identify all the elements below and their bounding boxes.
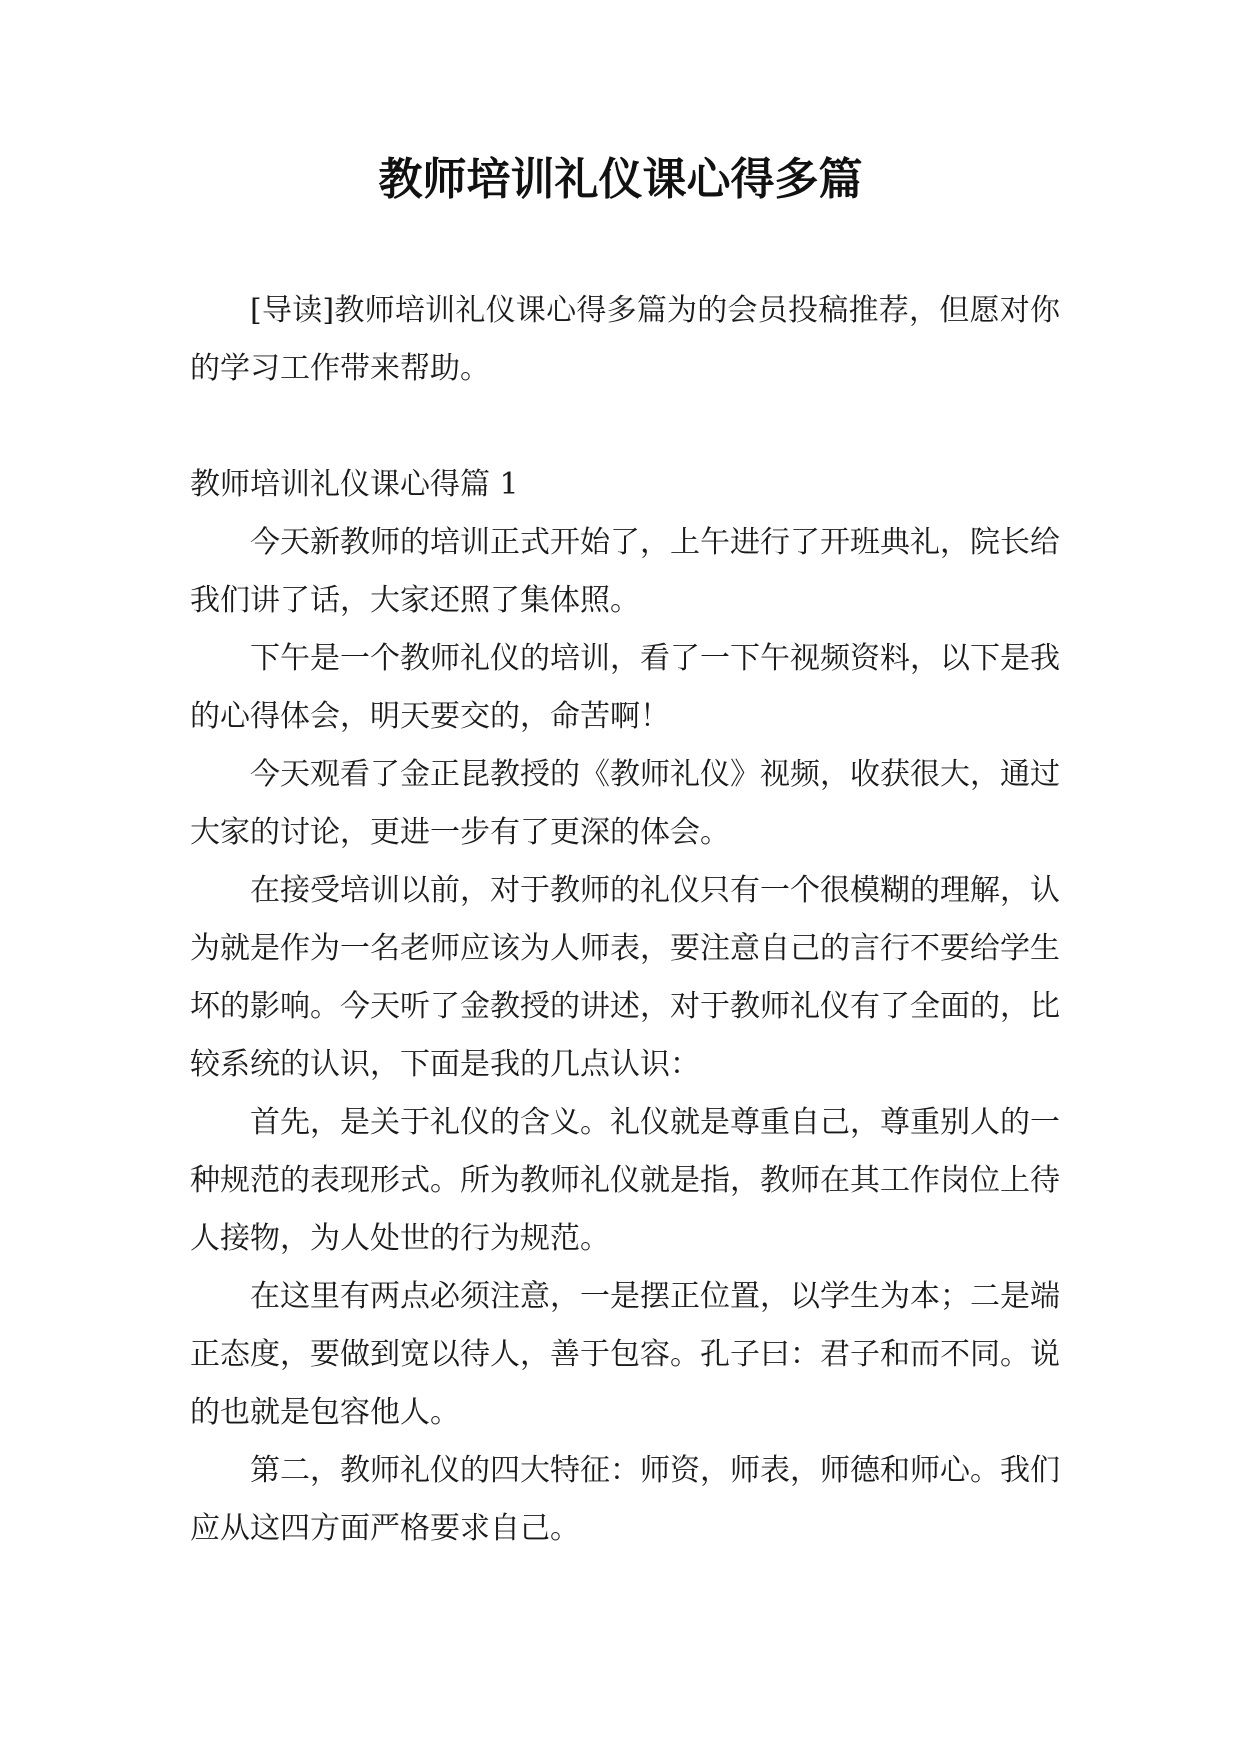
paragraph-5: 首先，是关于礼仪的含义。礼仪就是尊重自己，尊重别人的一种规范的表现形式。所为教师礼仪就是指，教师在其工作岗位上待人接物，为人处世的行为规范。 <box>190 1105 1060 1256</box>
paragraph-6: 在这里有两点必须注意，一是摆正位置，以学生为本；二是端正态度，要做到宽以待人，善于包容。孔子曰：君子和而不同。说的也就是包容他人。 <box>190 1279 1060 1430</box>
paragraph-1: 今天新教师的培训正式开始了，上午进行了开班典礼，院长给我们讲了话，大家还照了集体照。 <box>190 525 1060 618</box>
paragraph-3: 今天观看了金正昆教授的《教师礼仪》视频，收获很大，通过大家的讨论，更进一步有了更深的体会。 <box>190 757 1060 850</box>
document-body <box>190 282 1060 1558</box>
paragraph-7: 第二，教师礼仪的四大特征：师资，师表，师德和师心。我们应从这四方面严格要求自己。 <box>190 1453 1060 1546</box>
intro-paragraph: [导读]教师培训礼仪课心得多篇为的会员投稿推荐，但愿对你的学习工作带来帮助。 <box>190 293 1060 386</box>
document-title: 教师培训礼仪课心得多篇 <box>378 154 863 205</box>
paragraph-4: 在接受培训以前，对于教师的礼仪只有一个很模糊的理解，认为就是作为一名老师应该为人师表，要注意自己的言行不要给学生坏的影响。今天听了金教授的讲述，对于教师礼仪有了全面的，比较系统的认识，下面是我的几点认识： <box>190 873 1060 1082</box>
paragraph-2: 下午是一个教师礼仪的培训，看了一下午视频资料，以下是我的心得体会，明天要交的，命苦啊！ <box>190 641 1060 734</box>
section-heading: 教师培训礼仪课心得篇 1 <box>190 467 519 502</box>
